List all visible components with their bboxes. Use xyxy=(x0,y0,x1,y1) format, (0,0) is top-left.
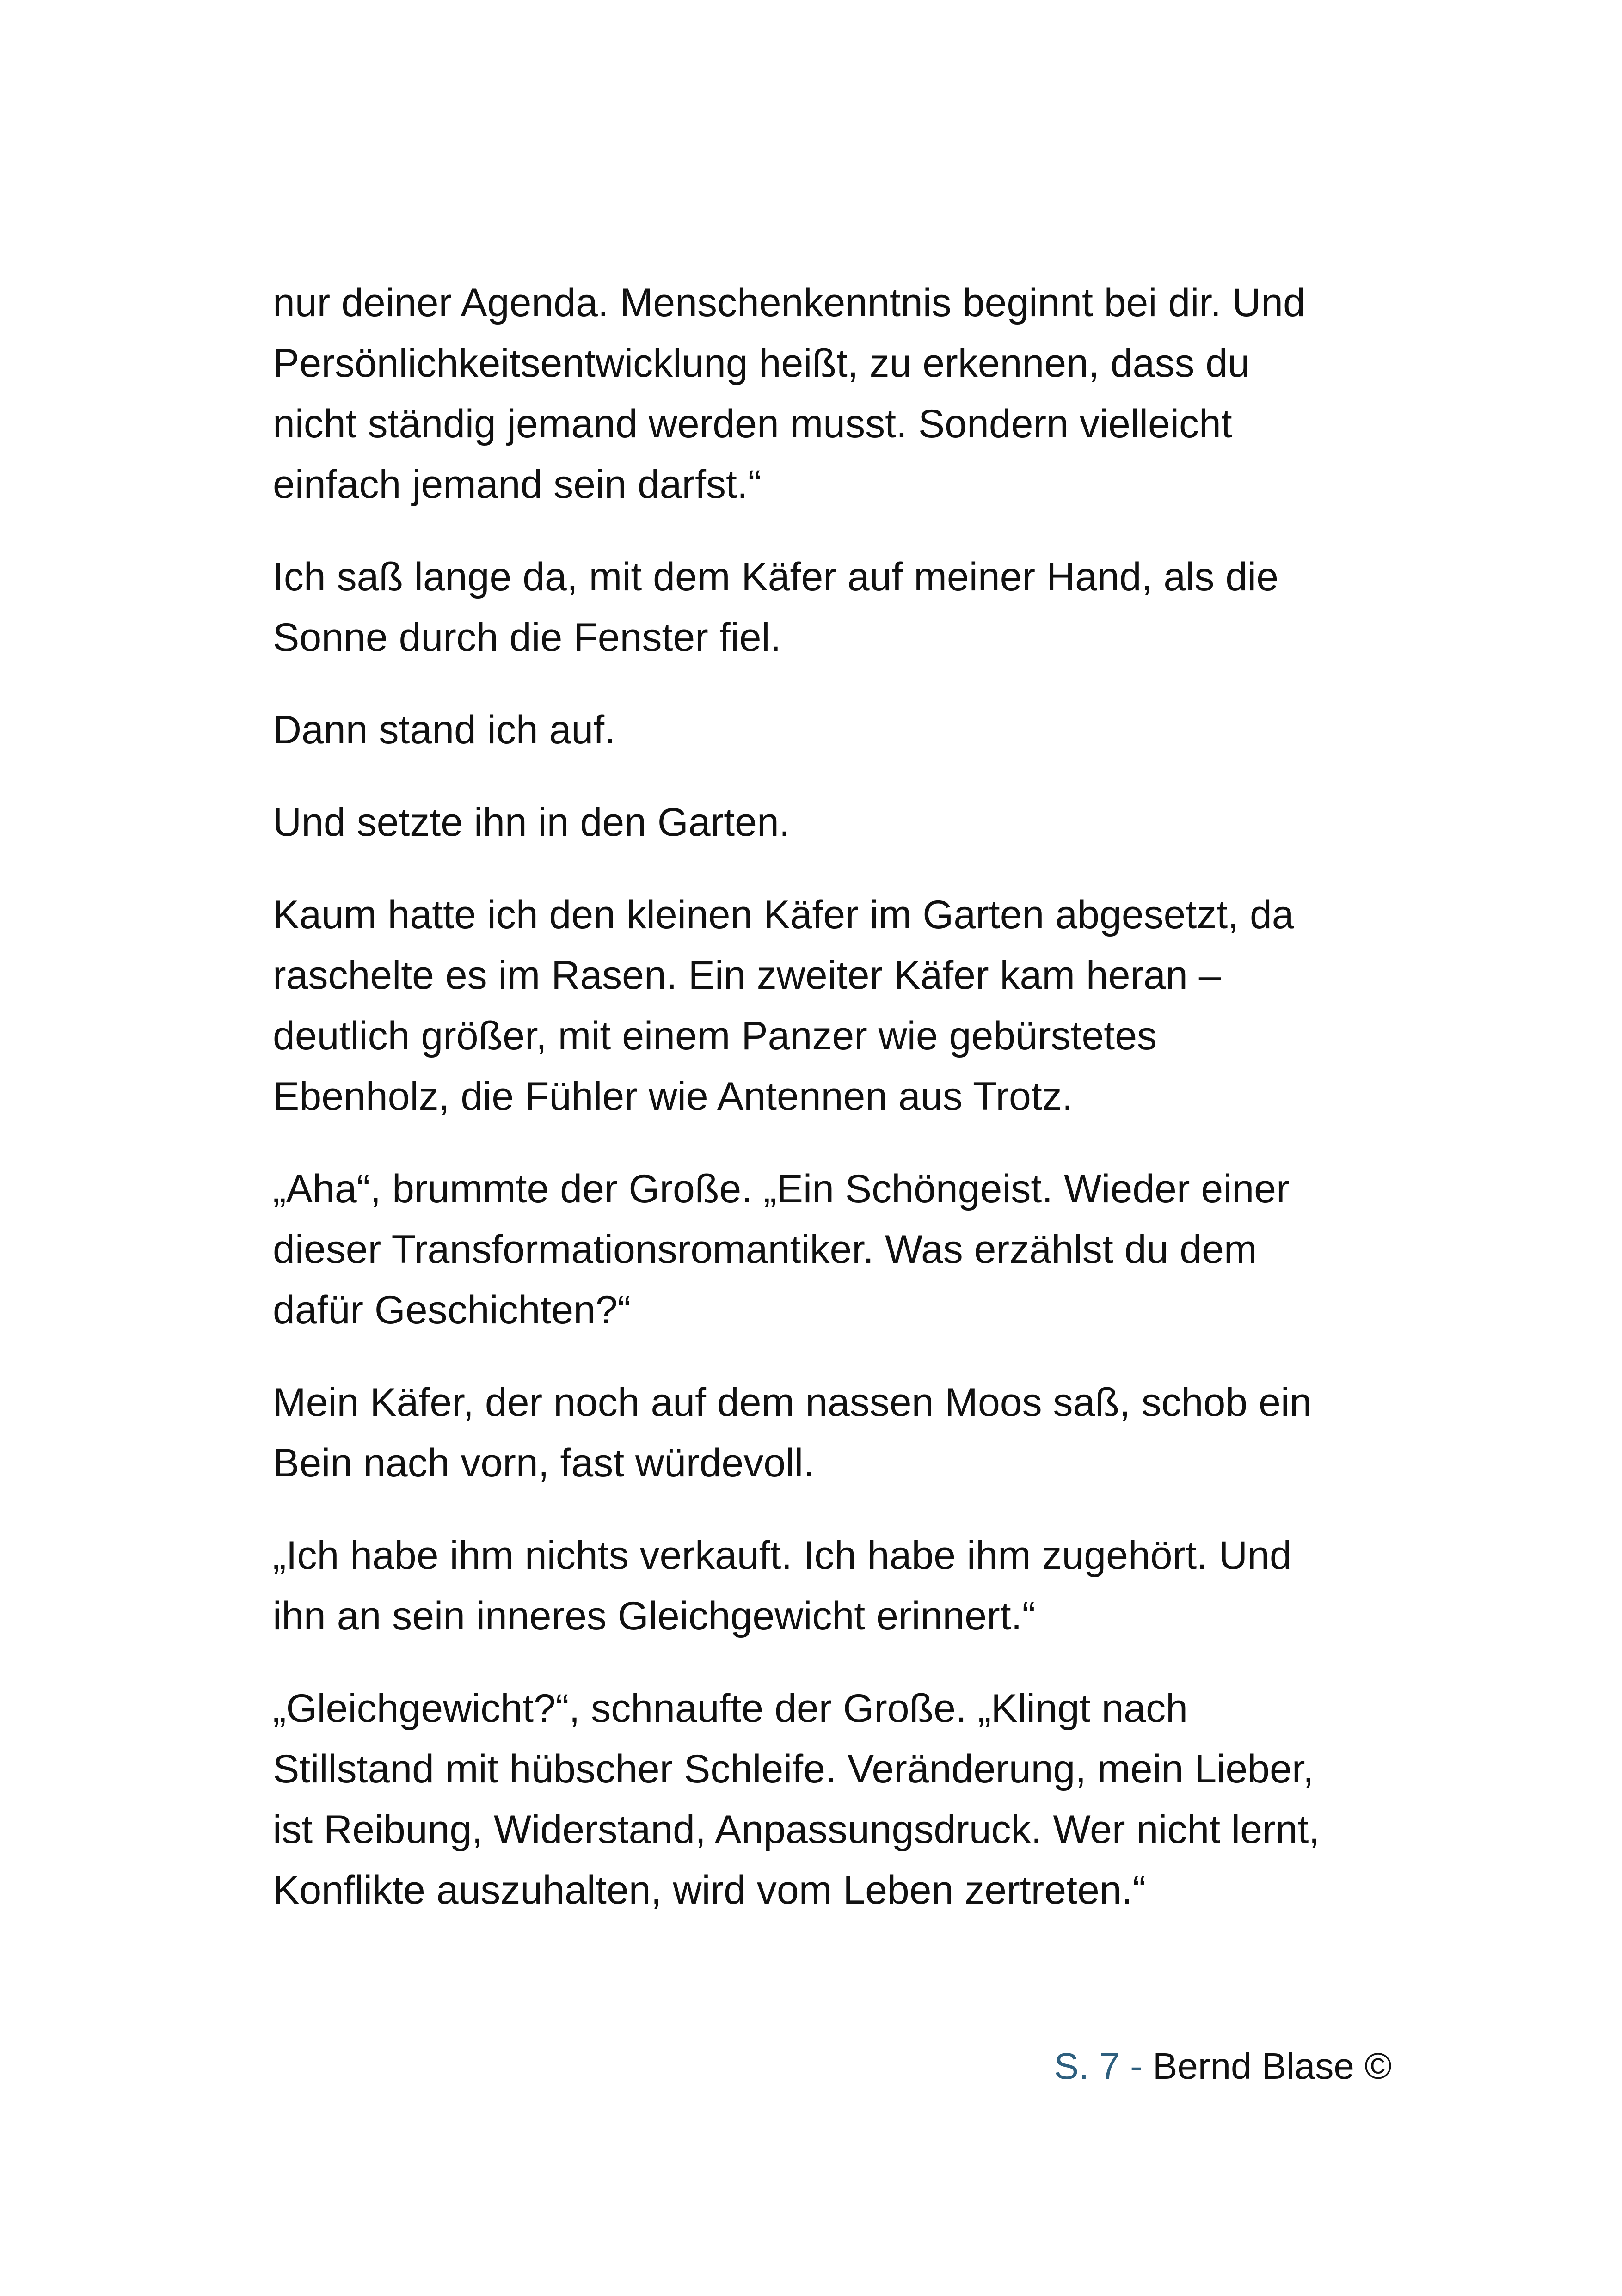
text-line: „Aha“, brummte der Große. „Ein Schöngeist. Wieder einer xyxy=(273,1167,1290,1211)
text-line: Sonne durch die Fenster fiel. xyxy=(273,615,781,660)
text-line: Mein Käfer, der noch auf dem nassen Moos saß, schob ein xyxy=(273,1380,1312,1425)
paragraph xyxy=(273,1525,1438,1647)
text-line: dafür Geschichten?“ xyxy=(273,1288,631,1332)
paragraph xyxy=(273,885,1438,1127)
paragraph xyxy=(273,792,1438,853)
text-line: Ebenholz, die Fühler wie Antennen aus Trotz. xyxy=(273,1074,1073,1119)
text-line: Persönlichkeitsentwicklung heißt, zu erkennen, dass du xyxy=(273,341,1250,386)
text-line: Stillstand mit hübscher Schleife. Veränderung, mein Lieber, xyxy=(273,1747,1314,1791)
text-line: nur deiner Agenda. Menschenkenntnis beginnt bei dir. Und xyxy=(273,281,1305,325)
text-line: nicht ständig jemand werden musst. Sondern vielleicht xyxy=(273,402,1232,446)
text-line: deutlich größer, mit einem Panzer wie gebürstetes xyxy=(273,1014,1157,1058)
paragraph xyxy=(273,273,1438,515)
paragraph xyxy=(273,1372,1438,1494)
text-line: „Gleichgewicht?“, schnaufte der Große. „Klingt nach xyxy=(273,1686,1188,1731)
paragraph xyxy=(273,1678,1438,1921)
text-line: ihn an sein inneres Gleichgewicht erinnert.“ xyxy=(273,1594,1036,1638)
text-line: Ich saß lange da, mit dem Käfer auf meiner Hand, als die xyxy=(273,555,1278,599)
body-text xyxy=(273,273,1438,1953)
text-line: raschelte es im Rasen. Ein zweiter Käfer kam heran – xyxy=(273,953,1221,998)
text-line: ist Reibung, Widerstand, Anpassungsdruck. Wer nicht lernt, xyxy=(273,1807,1320,1852)
text-line: Konflikte auszuhalten, wird vom Leben zertreten.“ xyxy=(273,1868,1146,1912)
text-line: einfach jemand sein darfst.“ xyxy=(273,462,762,507)
text-line: dieser Transformationsromantiker. Was erzählst du dem xyxy=(273,1227,1257,1272)
page-footer xyxy=(1054,2043,1392,2089)
text-line: Kaum hatte ich den kleinen Käfer im Garten abgesetzt, da xyxy=(273,893,1294,937)
paragraph xyxy=(273,1159,1438,1341)
paragraph xyxy=(273,547,1438,668)
paragraph xyxy=(273,700,1438,760)
author-copyright: Bernd Blase © xyxy=(1153,2045,1392,2087)
text-line: „Ich habe ihm nichts verkauft. Ich habe ihm zugehört. Und xyxy=(273,1533,1292,1578)
text-line: Dann stand ich auf. xyxy=(273,708,616,752)
text-line: Und setzte ihn in den Garten. xyxy=(273,800,790,845)
text-line: Bein nach vorn, fast würdevoll. xyxy=(273,1441,815,1485)
page-number: S. 7 - xyxy=(1054,2045,1153,2087)
